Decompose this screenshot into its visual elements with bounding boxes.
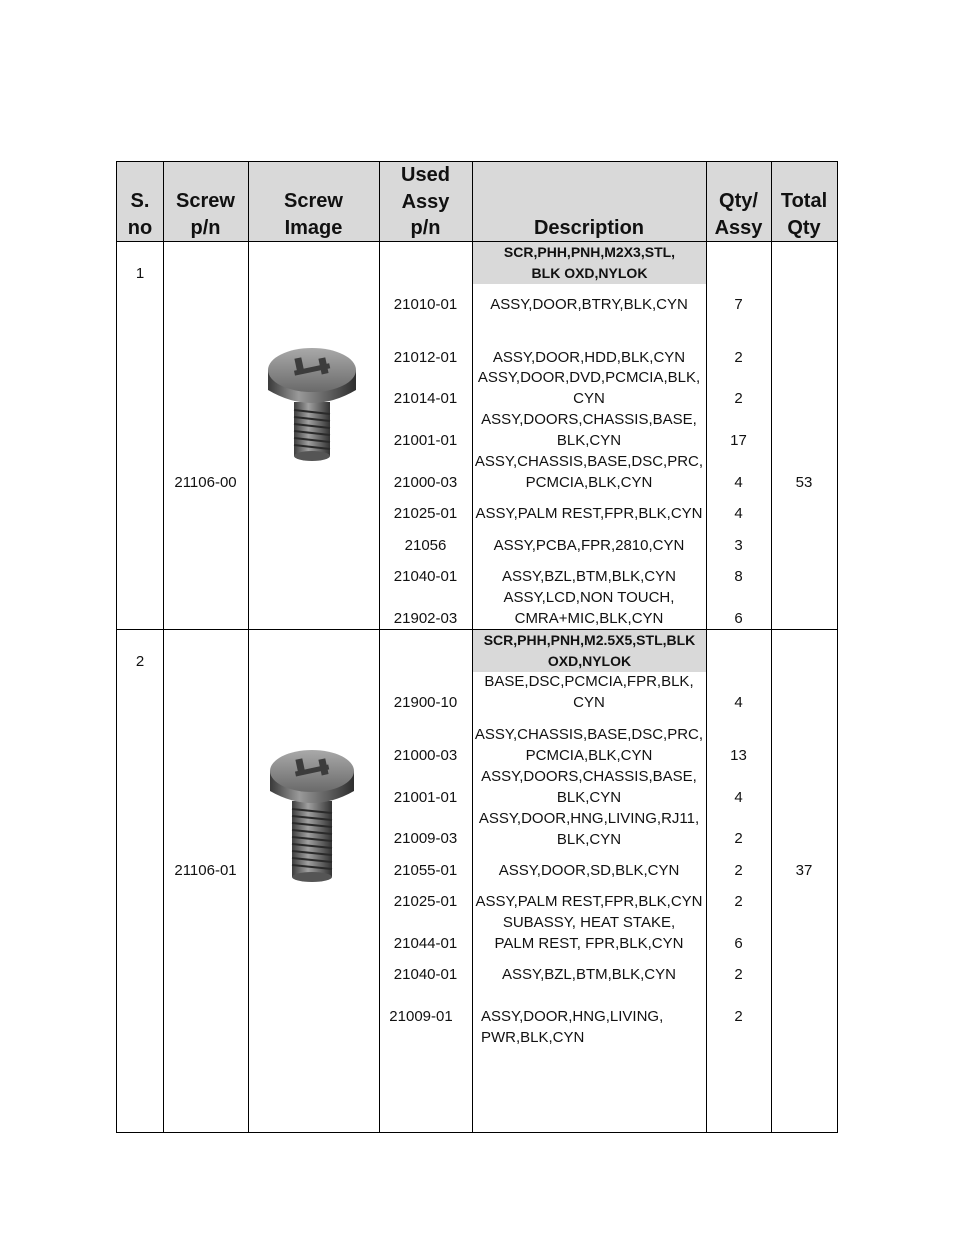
table-border (116, 161, 838, 162)
header-description: Description (533, 217, 645, 239)
group-1-row-8-desc: ASSY,BZL,BTM,BLK,CYN (502, 568, 676, 585)
group-1-row-1-desc: ASSY,DOOR,BTRY,BLK,CYN (490, 296, 688, 313)
table-border (116, 161, 117, 1133)
group-1-row-9-assy: 21902-03 (393, 610, 458, 627)
group-2-row-7-assy: 21044-01 (393, 935, 458, 952)
table-border (379, 161, 380, 1133)
header-sno: S. no (127, 190, 153, 239)
group-1-row-3-desc: ASSY,DOOR,DVD,PCMCIA,BLK, CYN (477, 369, 701, 407)
group-2-screw-pn: 21106-01 (174, 862, 237, 879)
group-2-row-1-desc: BASE,DSC,PCMCIA,FPR,BLK, CYN (484, 673, 694, 711)
group-2-row-6-assy: 21025-01 (393, 893, 458, 910)
group-2-row-2-desc: ASSY,CHASSIS,BASE,DSC,PRC, PCMCIA,BLK,CYN (474, 726, 704, 764)
group-2-row-9-qty: 2 (734, 1008, 743, 1025)
group-2-row-1-assy: 21900-10 (393, 694, 458, 711)
group-2-row-5-desc: ASSY,DOOR,SD,BLK,CYN (498, 862, 680, 879)
group-1-row-2-qty: 2 (734, 349, 743, 366)
header-screw-image: Screw Image (284, 190, 343, 239)
group-1-row-6-desc: ASSY,PALM REST,FPR,BLK,CYN (475, 505, 703, 522)
group-1-screw-description: SCR,PHH,PNH,M2X3,STL, BLK OXD,NYLOK (473, 242, 706, 284)
table-border (771, 161, 772, 1133)
group-2-row-9-desc: ASSY,DOOR,HNG,LIVING, PWR,BLK,CYN (481, 1008, 664, 1046)
group-2-sno: 2 (135, 653, 145, 670)
group-2-row-6-desc: ASSY,PALM REST,FPR,BLK,CYN (475, 893, 703, 910)
group-2-row-4-desc: ASSY,DOOR,HNG,LIVING,RJ11, BLK,CYN (478, 810, 700, 848)
table-border (116, 1132, 838, 1133)
table-border (116, 241, 838, 242)
group-1-row-4-assy: 21001-01 (393, 432, 458, 449)
table-border (116, 629, 838, 630)
group-1-row-3-qty: 2 (734, 390, 743, 407)
table-border (472, 161, 473, 1133)
group-2-row-3-qty: 4 (734, 789, 743, 806)
group-2-screw-description: SCR,PHH,PNH,M2.5X5,STL,BLK OXD,NYLOK (473, 630, 706, 672)
group-1-row-1-assy: 21010-01 (393, 296, 458, 313)
group-1-row-4-qty: 17 (730, 432, 747, 449)
group-1-sno: 1 (135, 265, 145, 282)
group-2-row-5-assy: 21055-01 (393, 862, 458, 879)
group-1-row-1-qty: 7 (734, 296, 743, 313)
group-1-row-7-qty: 3 (734, 537, 743, 554)
table-border (248, 161, 249, 1133)
group-2-row-1-qty: 4 (734, 694, 743, 711)
group-2-row-8-assy: 21040-01 (393, 966, 458, 983)
group-2-row-3-assy: 21001-01 (393, 789, 458, 806)
group-2-row-8-qty: 2 (734, 966, 743, 983)
screw-icon (268, 747, 356, 883)
group-1-row-7-desc: ASSY,PCBA,FPR,2810,CYN (493, 537, 685, 554)
table-border (837, 161, 838, 1133)
group-2-row-5-qty: 2 (734, 862, 743, 879)
header-qty-assy: Qty/ Assy (714, 190, 763, 239)
group-2-row-4-qty: 2 (734, 830, 743, 847)
group-1-total-qty: 53 (795, 474, 813, 491)
group-2-row-2-assy: 21000-03 (393, 747, 458, 764)
group-1-row-9-qty: 6 (734, 610, 743, 627)
group-1-row-5-qty: 4 (734, 474, 743, 491)
group-1-screw-pn: 21106-00 (174, 474, 237, 491)
group-1-row-8-qty: 8 (734, 568, 743, 585)
group-1-row-5-desc: ASSY,CHASSIS,BASE,DSC,PRC, PCMCIA,BLK,CYN (474, 453, 704, 491)
group-1-row-6-assy: 21025-01 (393, 505, 458, 522)
group-2-row-6-qty: 2 (734, 893, 743, 910)
table-border (706, 161, 707, 1133)
group-2-row-7-qty: 6 (734, 935, 743, 952)
group-2-row-3-desc: ASSY,DOORS,CHASSIS,BASE, BLK,CYN (481, 768, 697, 806)
header-total-qty: Total Qty (780, 190, 828, 239)
group-1-row-3-assy: 21014-01 (393, 390, 458, 407)
group-2-row-8-desc: ASSY,BZL,BTM,BLK,CYN (502, 966, 676, 983)
group-1-row-5-assy: 21000-03 (393, 474, 458, 491)
group-1-row-4-desc: ASSY,DOORS,CHASSIS,BASE, BLK,CYN (481, 411, 697, 449)
group-2-total-qty: 37 (795, 862, 813, 879)
screw-icon (266, 344, 358, 462)
group-1-row-9-desc: ASSY,LCD,NON TOUCH, CMRA+MIC,BLK,CYN (503, 589, 675, 627)
group-2-row-9-assy: 21009-01 (389, 1008, 453, 1025)
group-1-row-8-assy: 21040-01 (393, 568, 458, 585)
table-border (163, 161, 164, 1133)
group-2-row-2-qty: 13 (730, 747, 747, 764)
group-2-row-4-assy: 21009-03 (393, 830, 458, 847)
group-1-row-6-qty: 4 (734, 505, 743, 522)
group-1-row-2-assy: 21012-01 (393, 349, 458, 366)
group-1-row-7-assy: 21056 (404, 537, 447, 554)
group-1-row-2-desc: ASSY,DOOR,HDD,BLK,CYN (492, 349, 686, 366)
group-2-row-7-desc: SUBASSY, HEAT STAKE, PALM REST, FPR,BLK,CYN (494, 914, 684, 952)
header-screw-pn: Screw p/n (176, 190, 235, 239)
header-used-assy: Used Assy p/n (401, 164, 450, 239)
